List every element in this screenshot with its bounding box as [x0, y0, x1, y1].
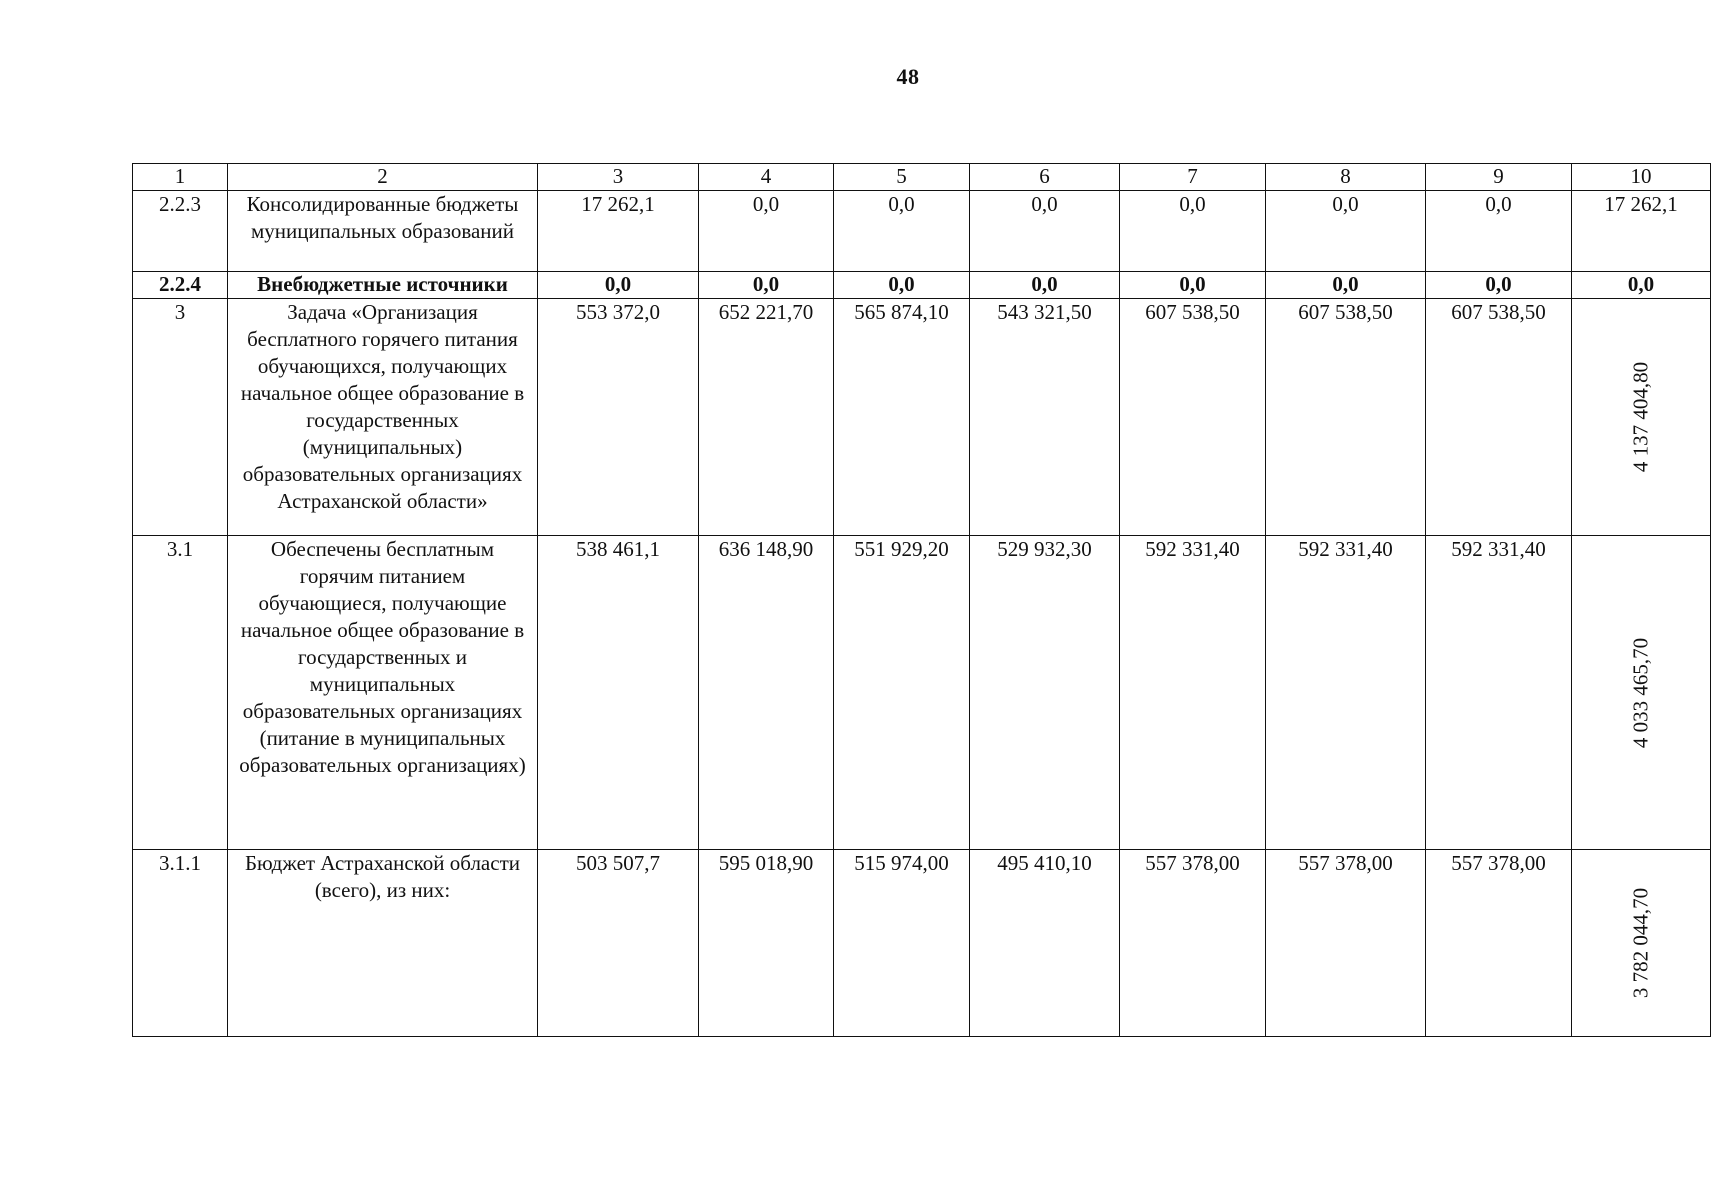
total-cell	[1572, 299, 1711, 536]
header-cell: 1	[133, 164, 228, 191]
header-cell: 5	[834, 164, 970, 191]
value-cell: 592 331,40	[1426, 536, 1572, 850]
value-cell: 595 018,90	[699, 850, 834, 1037]
value-cell: 529 932,30	[970, 536, 1120, 850]
value-cell: 592 331,40	[1120, 536, 1266, 850]
total-cell	[1572, 850, 1711, 1037]
value-cell: 538 461,1	[538, 536, 699, 850]
value-cell: 17 262,1	[538, 191, 699, 272]
row-description: Обеспечены бесплатным горячим питанием обучающиеся, получающие начальное общее образование в государственных и муниципальных образовательных организациях (питание в муниципальных образовательных организациях)	[228, 536, 538, 850]
total-vertical-text: 3 782 044,70	[1628, 887, 1653, 999]
value-cell: 0,0	[1266, 272, 1426, 299]
value-cell: 0,0	[538, 272, 699, 299]
header-cell: 9	[1426, 164, 1572, 191]
value-cell: 0,0	[970, 272, 1120, 299]
row-description: Внебюджетные источники	[228, 272, 538, 299]
value-cell: 565 874,10	[834, 299, 970, 536]
row-description: Консолидированные бюджеты муниципальных образований	[228, 191, 538, 272]
row-description: Задача «Организация бесплатного горячего питания обучающихся, получающих начальное общее образование в государственных (муниципальных) образовательных организациях Астраханской области»	[228, 299, 538, 536]
total-vertical-text: 4 137 404,80	[1628, 361, 1653, 473]
value-cell: 0,0	[1120, 191, 1266, 272]
table-row	[133, 850, 1711, 1037]
value-cell: 503 507,7	[538, 850, 699, 1037]
header-cell: 2	[228, 164, 538, 191]
page-number: 48	[896, 64, 920, 89]
value-cell: 0,0	[699, 272, 834, 299]
value-cell: 515 974,00	[834, 850, 970, 1037]
value-cell: 0,0	[1426, 191, 1572, 272]
header-cell: 10	[1572, 164, 1711, 191]
row-code: 2.2.4	[133, 272, 228, 299]
total-cell: 17 262,1	[1572, 191, 1711, 272]
value-cell: 543 321,50	[970, 299, 1120, 536]
value-cell: 652 221,70	[699, 299, 834, 536]
row-code: 3.1	[133, 536, 228, 850]
row-code: 3.1.1	[133, 850, 228, 1037]
value-cell: 607 538,50	[1266, 299, 1426, 536]
value-cell: 0,0	[1120, 272, 1266, 299]
total-cell	[1572, 536, 1711, 850]
header-cell: 7	[1120, 164, 1266, 191]
value-cell: 0,0	[1426, 272, 1572, 299]
value-cell: 607 538,50	[1120, 299, 1266, 536]
value-cell: 557 378,00	[1266, 850, 1426, 1037]
value-cell: 592 331,40	[1266, 536, 1426, 850]
value-cell: 636 148,90	[699, 536, 834, 850]
value-cell: 0,0	[834, 191, 970, 272]
header-cell: 3	[538, 164, 699, 191]
value-cell: 495 410,10	[970, 850, 1120, 1037]
row-code: 2.2.3	[133, 191, 228, 272]
row-code: 3	[133, 299, 228, 536]
value-cell: 557 378,00	[1120, 850, 1266, 1037]
value-cell: 557 378,00	[1426, 850, 1572, 1037]
header-cell: 8	[1266, 164, 1426, 191]
value-cell: 607 538,50	[1426, 299, 1572, 536]
table-row	[133, 536, 1711, 850]
table-row	[133, 272, 1711, 299]
value-cell: 0,0	[970, 191, 1120, 272]
table-row	[133, 299, 1711, 536]
header-cell: 6	[970, 164, 1120, 191]
value-cell: 0,0	[1266, 191, 1426, 272]
value-cell: 551 929,20	[834, 536, 970, 850]
header-cell: 4	[699, 164, 834, 191]
total-vertical-text: 4 033 465,70	[1628, 637, 1653, 748]
budget-table	[132, 163, 1711, 1037]
row-description: Бюджет Астраханской области (всего), из них:	[228, 850, 538, 1037]
value-cell: 0,0	[834, 272, 970, 299]
table-row	[133, 191, 1711, 272]
value-cell: 553 372,0	[538, 299, 699, 536]
value-cell: 0,0	[699, 191, 834, 272]
total-cell: 0,0	[1572, 272, 1711, 299]
table-header-row	[133, 164, 1711, 191]
